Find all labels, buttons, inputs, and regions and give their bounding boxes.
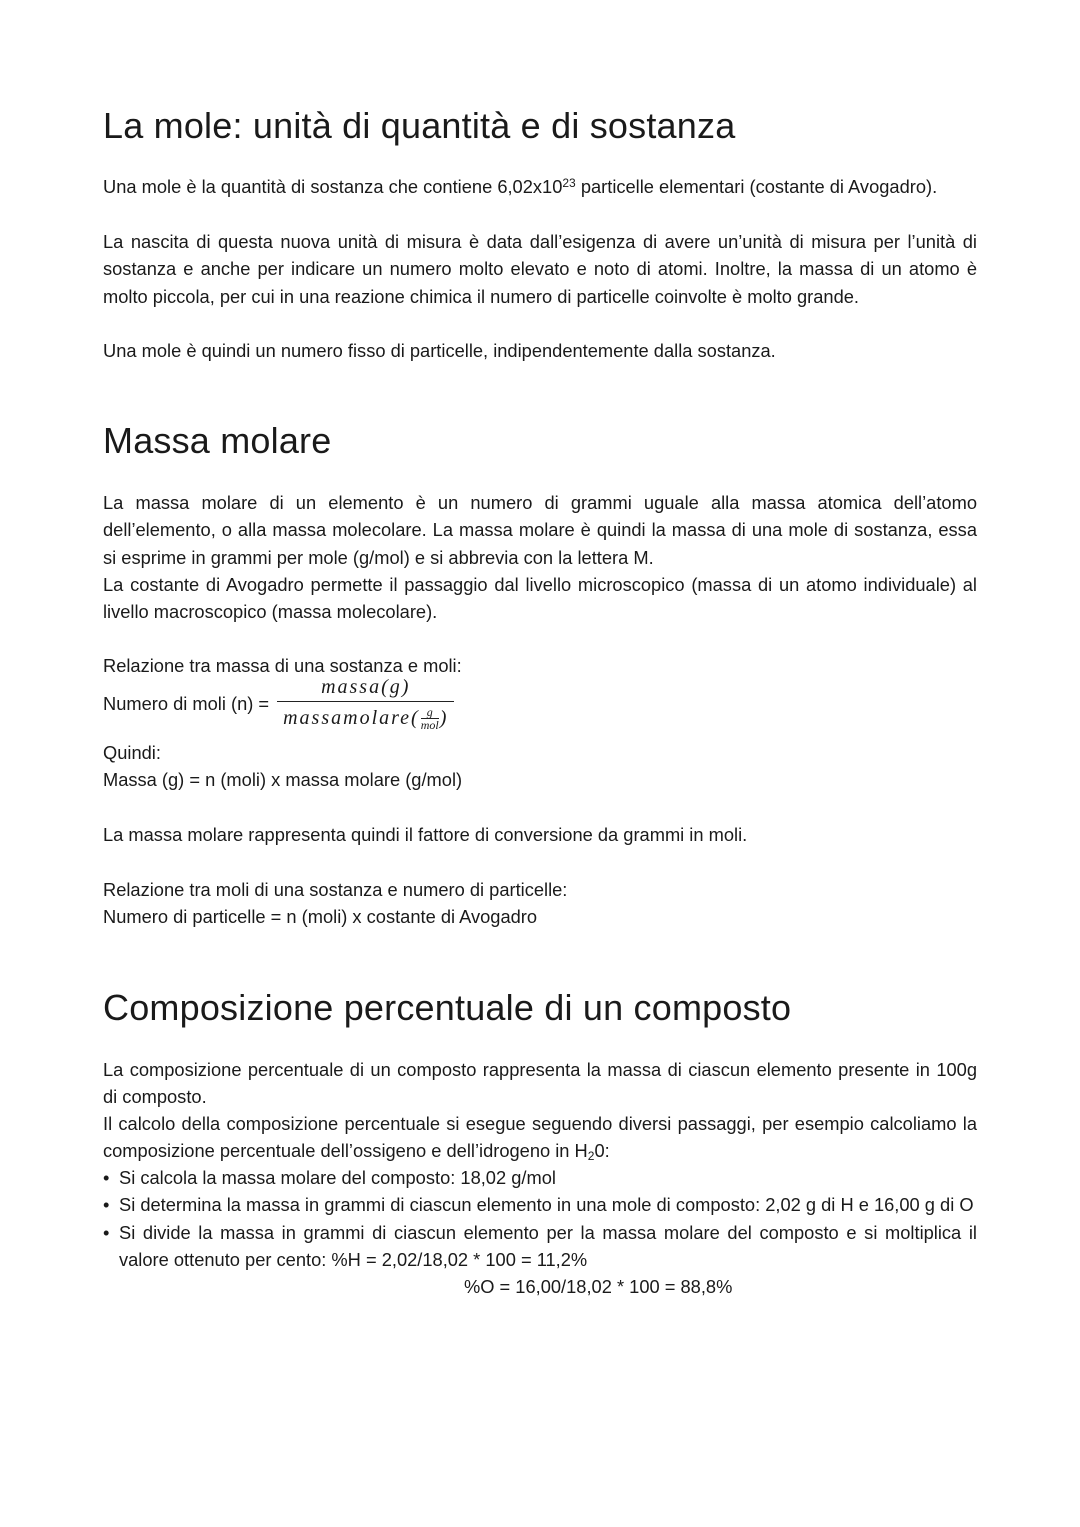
paragraph-molar-mass-definition: La massa molare di un elemento è un numero di grammi uguale alla massa atomica dell’atomo dell’elemento, o alla massa molecolare. La massa molare è quindi la massa di una mole di sostanza, essa si esprime in grammi per mole (g/mol) e si abbrevia con la lettera M. bbox=[103, 492, 977, 568]
paragraph-composition-definition: La composizione percentuale di un composto rappresenta la massa di ciascun elemento presente in 100g di composto. bbox=[103, 1059, 977, 1108]
paragraph-mole-summary: Una mole è quindi un numero fisso di particelle, indipendentemente dalla sostanza. bbox=[103, 340, 776, 361]
quindi-label: Quindi: bbox=[103, 742, 161, 763]
unit-fraction bbox=[421, 706, 439, 731]
heading-la-mole: La mole: unità di quantità e di sostanza bbox=[103, 105, 736, 146]
relation-moles-particles: Relazione tra moli di una sostanza e numero di particelle: bbox=[103, 879, 568, 900]
paragraph-composition-steps bbox=[103, 1110, 977, 1165]
heading-massa-molare: Massa molare bbox=[103, 420, 332, 461]
unit-num: g bbox=[426, 705, 433, 719]
paragraph-avogadro: La costante di Avogadro permette il passaggio dal livello microscopico (massa di un atomo individuale) al livello macroscopico (massa molecolare). bbox=[103, 574, 977, 623]
paragraph-mole-origin: La nascita di questa nuova unità di misura è data dall’esigenza di avere un’unità di misura per l’unità di sostanza e anche per indicare un numero molto elevato e noto di atomi. Inoltre, la massa di un atomo è molto piccola, per cui in una reazione chimica il numero di particelle coinvolte è molto grande. bbox=[103, 231, 977, 307]
list-item: • Si divide la massa in grammi di ciascun elemento per la massa molare del composto e si moltiplica il valore ottenuto per cento: %H = 2,02/18,02 * 100 = 11,2% bbox=[103, 1219, 977, 1274]
relation-mass-moles: Relazione tra massa di una sostanza e moli: bbox=[103, 655, 462, 676]
oxygen-percentage: %O = 16,00/18,02 * 100 = 88,8% bbox=[464, 1276, 733, 1298]
text: particelle elementari (costante di Avogadro). bbox=[575, 176, 938, 197]
steps-list bbox=[103, 1164, 977, 1300]
unit-den: mol bbox=[420, 718, 439, 732]
fraction-denominator bbox=[277, 701, 454, 731]
exponent: 23 bbox=[562, 176, 576, 190]
mass-formula: Massa (g) = n (moli) x massa molare (g/mol) bbox=[103, 769, 463, 790]
text: 0: bbox=[594, 1140, 610, 1162]
text: Il calcolo della composizione percentuale si esegue seguendo diversi passaggi, per esempio calcoliamo la composizione percentuale dell’ossigeno e dell’idrogeno in H bbox=[103, 1113, 977, 1162]
denominator-close: ) bbox=[439, 707, 449, 729]
conversion-note: La massa molare rappresenta quindi il fattore di conversione da grammi in moli. bbox=[103, 824, 748, 845]
list-item: • Si calcola la massa molare del composto: 18,02 g/mol bbox=[103, 1164, 977, 1191]
list-item: • Si determina la massa in grammi di ciascun elemento in una mole di composto: 2,02 g di H e 16,00 g di O bbox=[103, 1191, 977, 1218]
subscript: 2 bbox=[587, 1149, 595, 1164]
formula-label: Numero di moli (n) = bbox=[103, 692, 270, 714]
denominator-text: massamolare( bbox=[283, 707, 420, 729]
text: Una mole è la quantità di sostanza che contiene 6,02x10 bbox=[103, 176, 563, 197]
fraction-numerator: massa(g) bbox=[321, 676, 411, 698]
fraction bbox=[277, 676, 454, 731]
paragraph-mole-definition bbox=[103, 173, 977, 200]
particles-formula: Numero di particelle = n (moli) x costante di Avogadro bbox=[103, 906, 538, 927]
moles-formula bbox=[103, 676, 454, 731]
heading-composizione: Composizione percentuale di un composto bbox=[103, 987, 792, 1028]
